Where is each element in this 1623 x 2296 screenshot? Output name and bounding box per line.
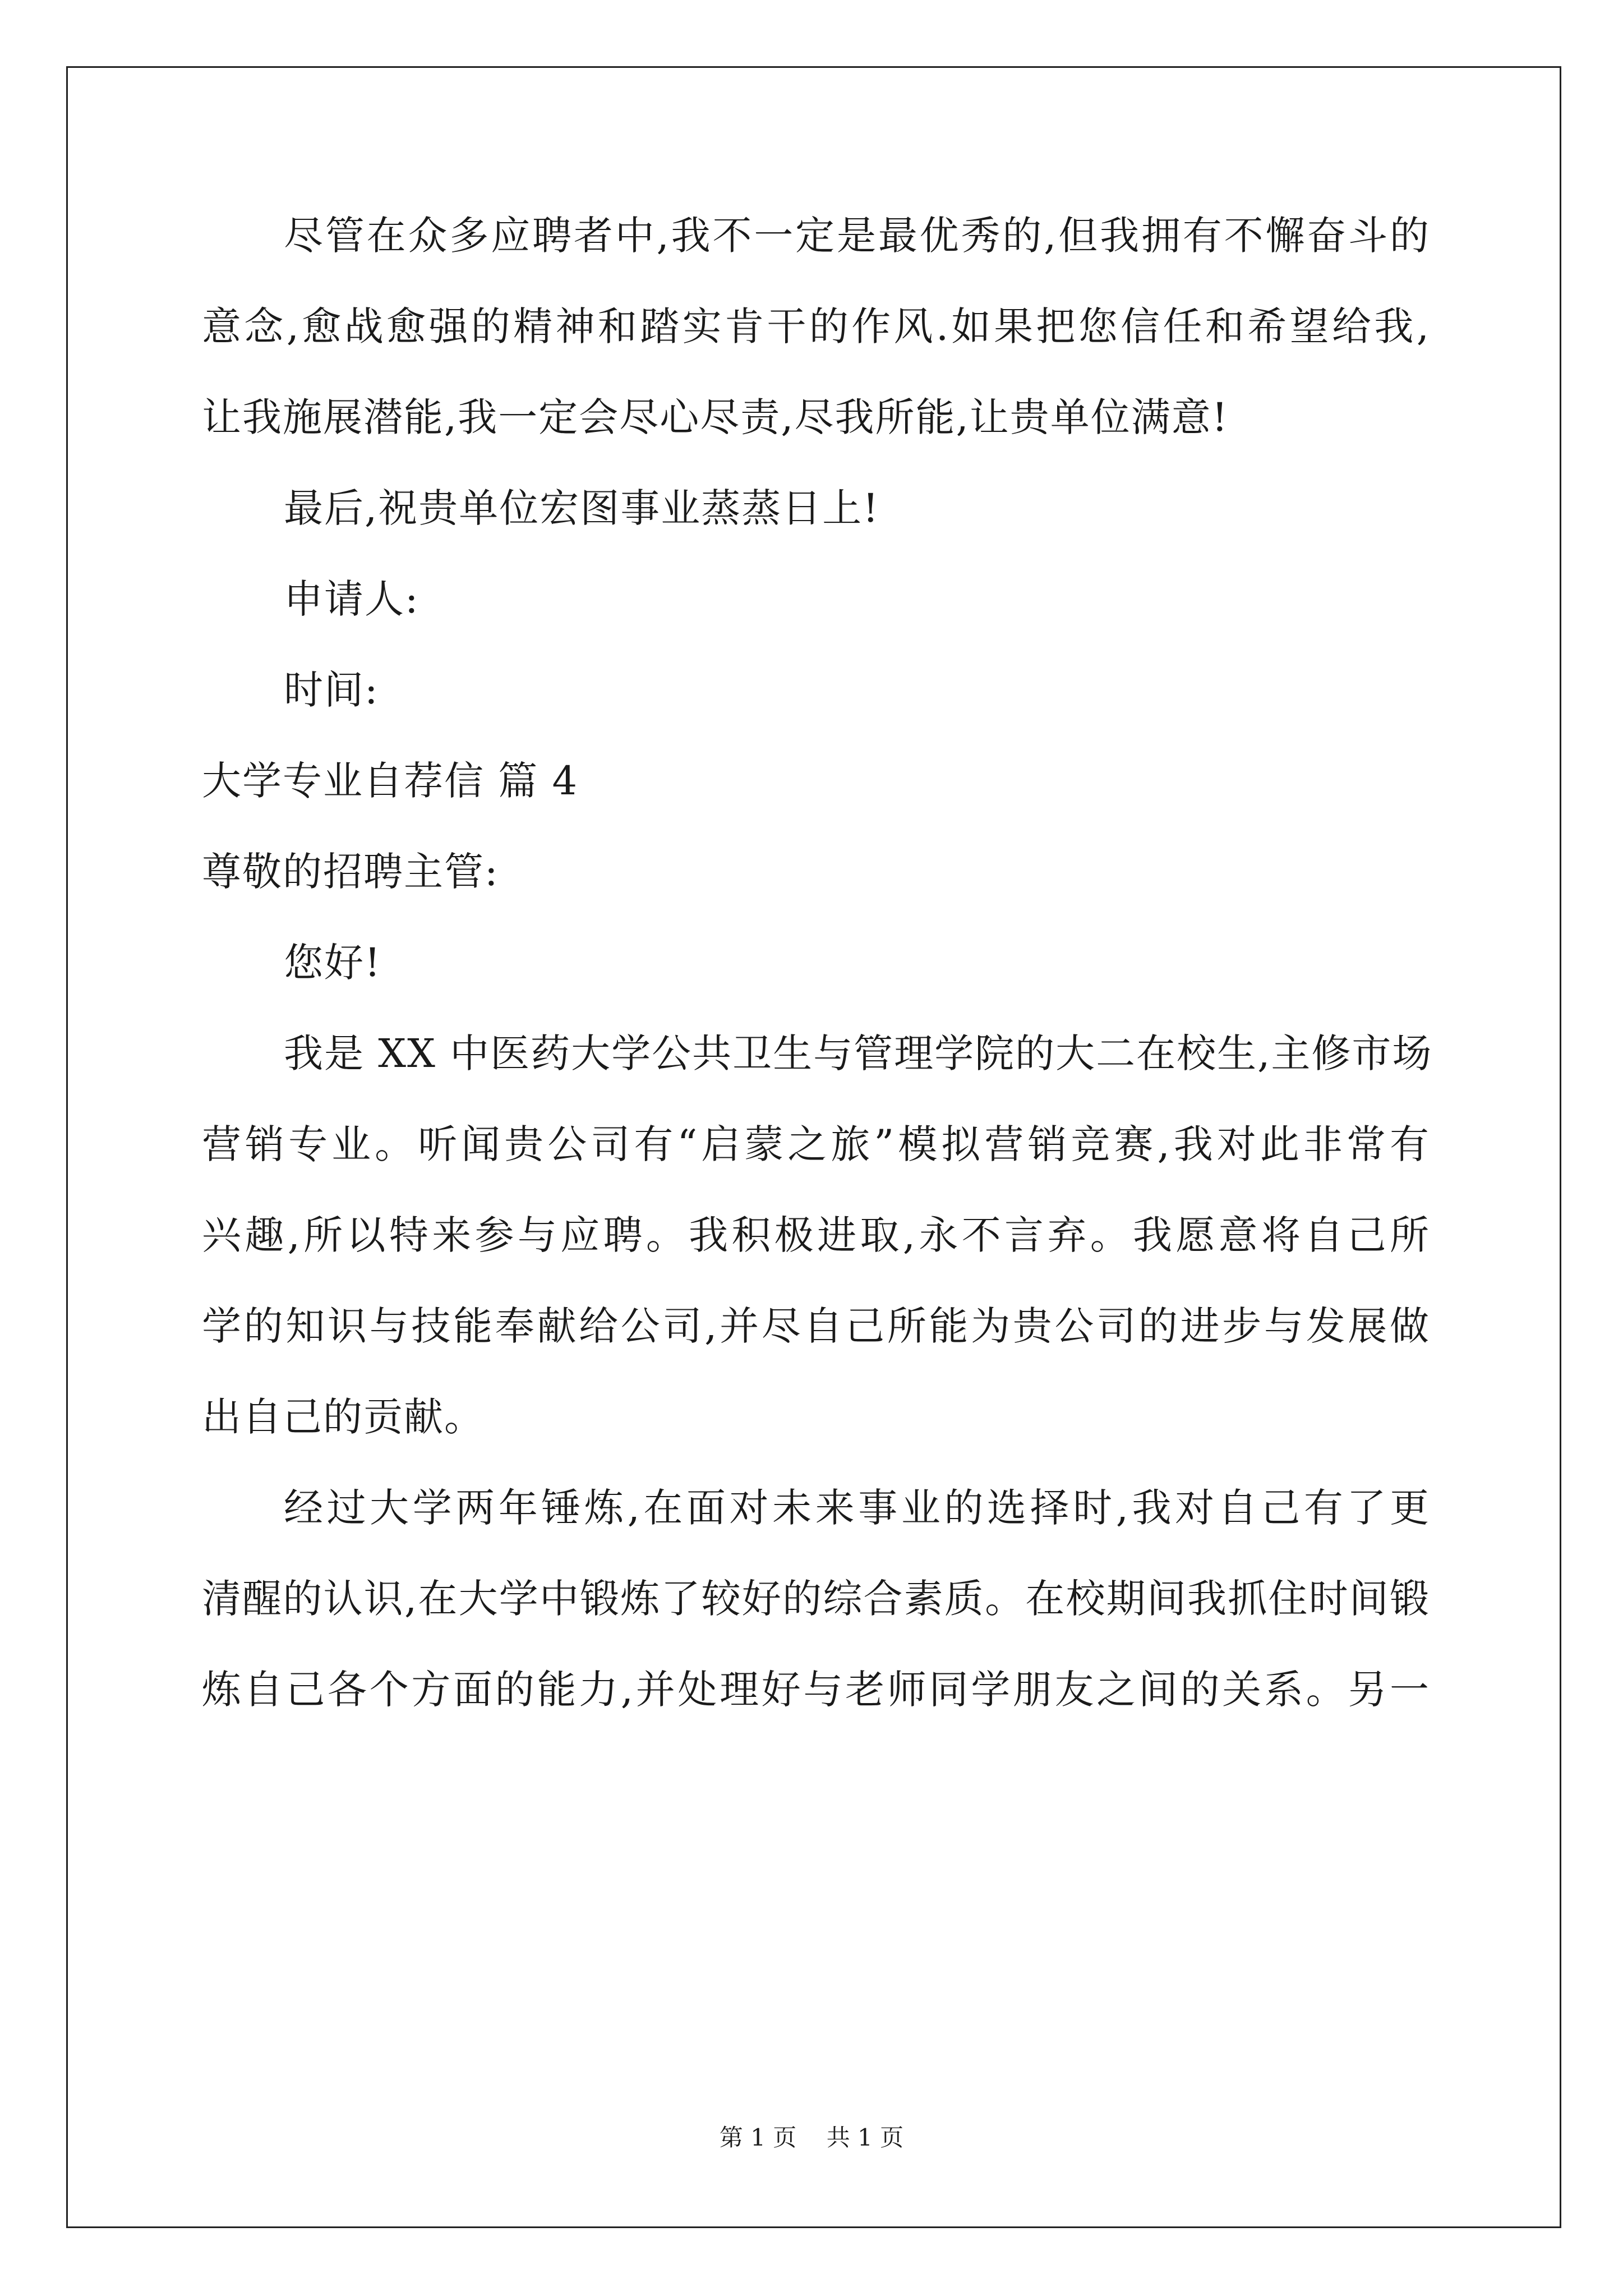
page-number-footer: 第 1 页 共 1 页 xyxy=(719,2124,904,2151)
paragraph-line: 营销专业。听闻贵公司有“启蒙之旅”模拟营销竞赛,我对此非常有 xyxy=(202,1121,1430,1167)
greeting: 您好! xyxy=(284,940,382,986)
paragraph-line: 尽管在众多应聘者中,我不一定是最优秀的,但我拥有不懈奋斗的 xyxy=(284,213,1430,259)
paragraph-line: 让我施展潜能,我一定会尽心尽责,尽我所能,让贵单位满意! xyxy=(202,394,1229,440)
paragraph-line: 清醒的认识,在大学中锻炼了较好的综合素质。在校期间我抓住时间锻 xyxy=(202,1576,1430,1622)
paragraph-line: 炼自己各个方面的能力,并处理好与老师同学朋友之间的关系。另一 xyxy=(202,1667,1430,1713)
salutation: 尊敬的招聘主管: xyxy=(202,849,499,895)
paragraph-line: 我是 XX 中医药大学公共卫生与管理学院的大二在校生,主修市场 xyxy=(284,1030,1433,1076)
paragraph-line: 出自己的贡献。 xyxy=(202,1394,485,1440)
section-heading: 大学专业自荐信 篇 4 xyxy=(202,758,579,804)
paragraph-line: 兴趣,所以特来参与应聘。我积极进取,永不言弃。我愿意将自己所 xyxy=(202,1212,1430,1258)
date-label: 时间: xyxy=(284,667,379,713)
paragraph-line: 意念,愈战愈强的精神和踏实肯干的作风.如果把您信任和希望给我, xyxy=(202,303,1430,349)
paragraph-line: 经过大学两年锤炼,在面对未来事业的选择时,我对自己有了更 xyxy=(284,1485,1430,1531)
applicant-label: 申请人: xyxy=(284,576,419,622)
paragraph-line: 学的知识与技能奉献给公司,并尽自己所能为贵公司的进步与发展做 xyxy=(202,1303,1430,1349)
closing-wish: 最后,祝贵单位宏图事业蒸蒸日上! xyxy=(284,485,880,531)
